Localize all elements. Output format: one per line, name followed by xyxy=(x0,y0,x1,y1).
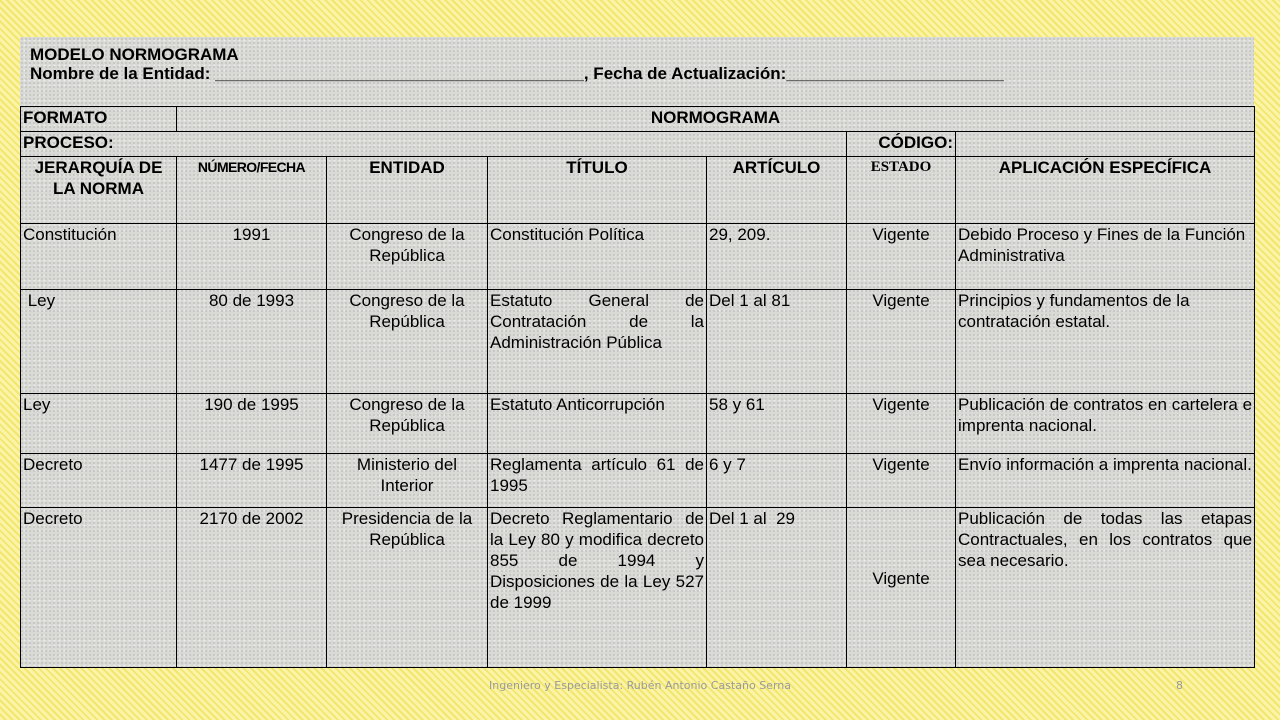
cell-titulo: Decreto Reglamentario de la Ley 80 y modifica decreto 855 de 1994 y Disposiciones de la Ley 527 de 1999 xyxy=(488,508,707,668)
cell-aplicacion: Publicación de contratos en cartelera e imprenta nacional. xyxy=(956,394,1255,454)
page-number: 8 xyxy=(1176,679,1183,692)
cell-estado: Vigente xyxy=(847,290,956,394)
cell-numero: 2170 de 2002 xyxy=(177,508,327,668)
entity-line: Nombre de la Entidad: _______________________________________, Fecha de Actualización:_______________________ xyxy=(30,64,1004,83)
cell-titulo: Constitución Política xyxy=(488,224,707,290)
cell-titulo: Reglamenta artículo 61 de 1995 xyxy=(488,454,707,508)
normograma-table xyxy=(20,106,1255,668)
cell-aplicacion: Debido Proceso y Fines de la Función Administrativa xyxy=(956,224,1255,290)
cell-jerarquia: Constitución xyxy=(21,224,177,290)
col-articulo: ARTÍCULO xyxy=(707,157,847,224)
col-aplicacion: APLICACIÓN ESPECÍFICA xyxy=(956,157,1255,224)
codigo-value xyxy=(956,132,1255,157)
table-row xyxy=(21,508,1255,668)
table-row xyxy=(21,290,1255,394)
column-header-row xyxy=(21,157,1255,224)
formato-label: FORMATO xyxy=(21,107,177,132)
table-row xyxy=(21,224,1255,290)
cell-jerarquia: Decreto xyxy=(21,508,177,668)
document-title: MODELO NORMOGRAMA xyxy=(30,45,239,64)
footer-author: Ingeniero y Especialista: Rubén Antonio Castaño Serna xyxy=(489,679,791,692)
cell-entidad: Congreso de la República xyxy=(327,394,488,454)
cell-entidad: Congreso de la República xyxy=(327,224,488,290)
cell-articulo: Del 1 al 29 xyxy=(707,508,847,668)
col-estado: ESTADO xyxy=(847,157,956,224)
cell-aplicacion: Principios y fundamentos de la contratación estatal. xyxy=(956,290,1255,394)
cell-articulo: Del 1 al 81 xyxy=(707,290,847,394)
cell-numero: 80 de 1993 xyxy=(177,290,327,394)
cell-articulo: 29, 209. xyxy=(707,224,847,290)
formato-row xyxy=(21,107,1255,132)
cell-numero: 1991 xyxy=(177,224,327,290)
col-jerarquia: JERARQUÍA DE LA NORMA xyxy=(21,157,177,224)
cell-numero: 1477 de 1995 xyxy=(177,454,327,508)
table-row xyxy=(21,394,1255,454)
normograma-sheet xyxy=(20,37,1254,668)
cell-estado: Vigente xyxy=(847,454,956,508)
cell-articulo: 58 y 61 xyxy=(707,394,847,454)
cell-jerarquia: Decreto xyxy=(21,454,177,508)
cell-jerarquia: Ley xyxy=(21,290,177,394)
document-header xyxy=(30,45,1004,83)
cell-entidad: Ministerio del Interior xyxy=(327,454,488,508)
table-row xyxy=(21,454,1255,508)
cell-estado: Vigente xyxy=(847,224,956,290)
codigo-label: CÓDIGO: xyxy=(847,132,956,157)
col-numero-fecha: NÚMERO/FECHA xyxy=(177,157,327,224)
cell-aplicacion: Envío información a imprenta nacional. xyxy=(956,454,1255,508)
cell-titulo: Estatuto Anticorrupción xyxy=(488,394,707,454)
cell-numero: 190 de 1995 xyxy=(177,394,327,454)
cell-aplicacion: Publicación de todas las etapas Contractuales, en los contratos que sea necesario. xyxy=(956,508,1255,668)
cell-estado: Vigente xyxy=(847,508,956,668)
col-entidad: ENTIDAD xyxy=(327,157,488,224)
proceso-label: PROCESO: xyxy=(21,132,847,157)
normograma-label: NORMOGRAMA xyxy=(177,107,1255,132)
cell-articulo: 6 y 7 xyxy=(707,454,847,508)
cell-titulo: Estatuto General de Contratación de la Administración Pública xyxy=(488,290,707,394)
cell-entidad: Presidencia de la República xyxy=(327,508,488,668)
cell-entidad: Congreso de la República xyxy=(327,290,488,394)
cell-estado: Vigente xyxy=(847,394,956,454)
col-titulo: TÍTULO xyxy=(488,157,707,224)
proceso-row xyxy=(21,132,1255,157)
cell-jerarquia: Ley xyxy=(21,394,177,454)
